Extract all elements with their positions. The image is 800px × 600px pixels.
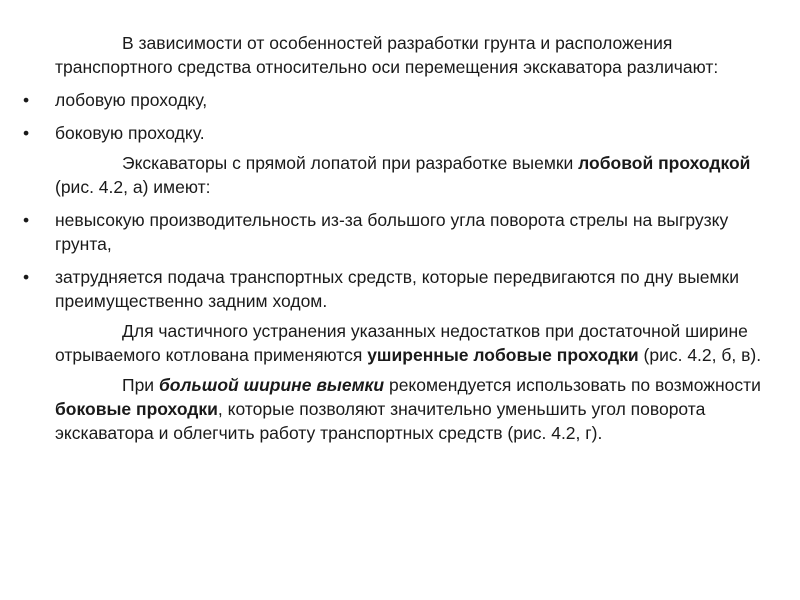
list-item-low-productivity xyxy=(55,208,780,256)
intro-text: В зависимости от особенностей разработки грунта и расположения транспортного средства относительно оси перемещения экскаватора различают: xyxy=(55,33,719,77)
widened-term: уширенные лобовые проходки xyxy=(367,345,639,365)
list-item-frontal-pass xyxy=(55,88,780,112)
slide-text-body xyxy=(55,31,780,445)
side-text-after: , которые позволяют значительно уменьшить угол поворота экскаватора и облегчить работу транспортных средств (рис. 4.2, г). xyxy=(55,399,706,443)
widened-pass-paragraph xyxy=(55,319,780,367)
side-emphasis: большой ширине выемки xyxy=(158,375,385,395)
list-item-text: затрудняется подача транспортных средств, которые передвигаются по дну выемки преимущественно задним ходом. xyxy=(55,267,739,311)
list-item-side-pass xyxy=(55,121,780,145)
list-item-text: лобовую проходку, xyxy=(55,90,208,110)
frontal-pass-paragraph xyxy=(55,151,780,199)
list-item-text: невысокую производительность из-за большого угла поворота стрелы на выгрузку грунта, xyxy=(55,210,729,254)
frontal-text-before: Экскаваторы с прямой лопатой при разработке выемки xyxy=(122,153,579,173)
intro-paragraph xyxy=(55,31,780,79)
frontal-text-after: (рис. 4.2, а) имеют: xyxy=(55,177,211,197)
list-item-transport-difficulty xyxy=(55,265,780,313)
widened-text-after: (рис. 4.2, б, в). xyxy=(638,345,762,365)
side-text-middle: рекомендуется использовать по возможности xyxy=(384,375,761,395)
widened-text-before: Для частичного устранения указанных недостатков при достаточной ширине отрываемого котлована применяются xyxy=(55,321,748,365)
list-item-text: боковую проходку. xyxy=(55,123,205,143)
frontal-term: лобовой проходкой xyxy=(578,153,751,173)
side-term: боковые проходки xyxy=(55,399,218,419)
side-text-before: При xyxy=(122,375,159,395)
side-pass-paragraph xyxy=(55,373,780,445)
